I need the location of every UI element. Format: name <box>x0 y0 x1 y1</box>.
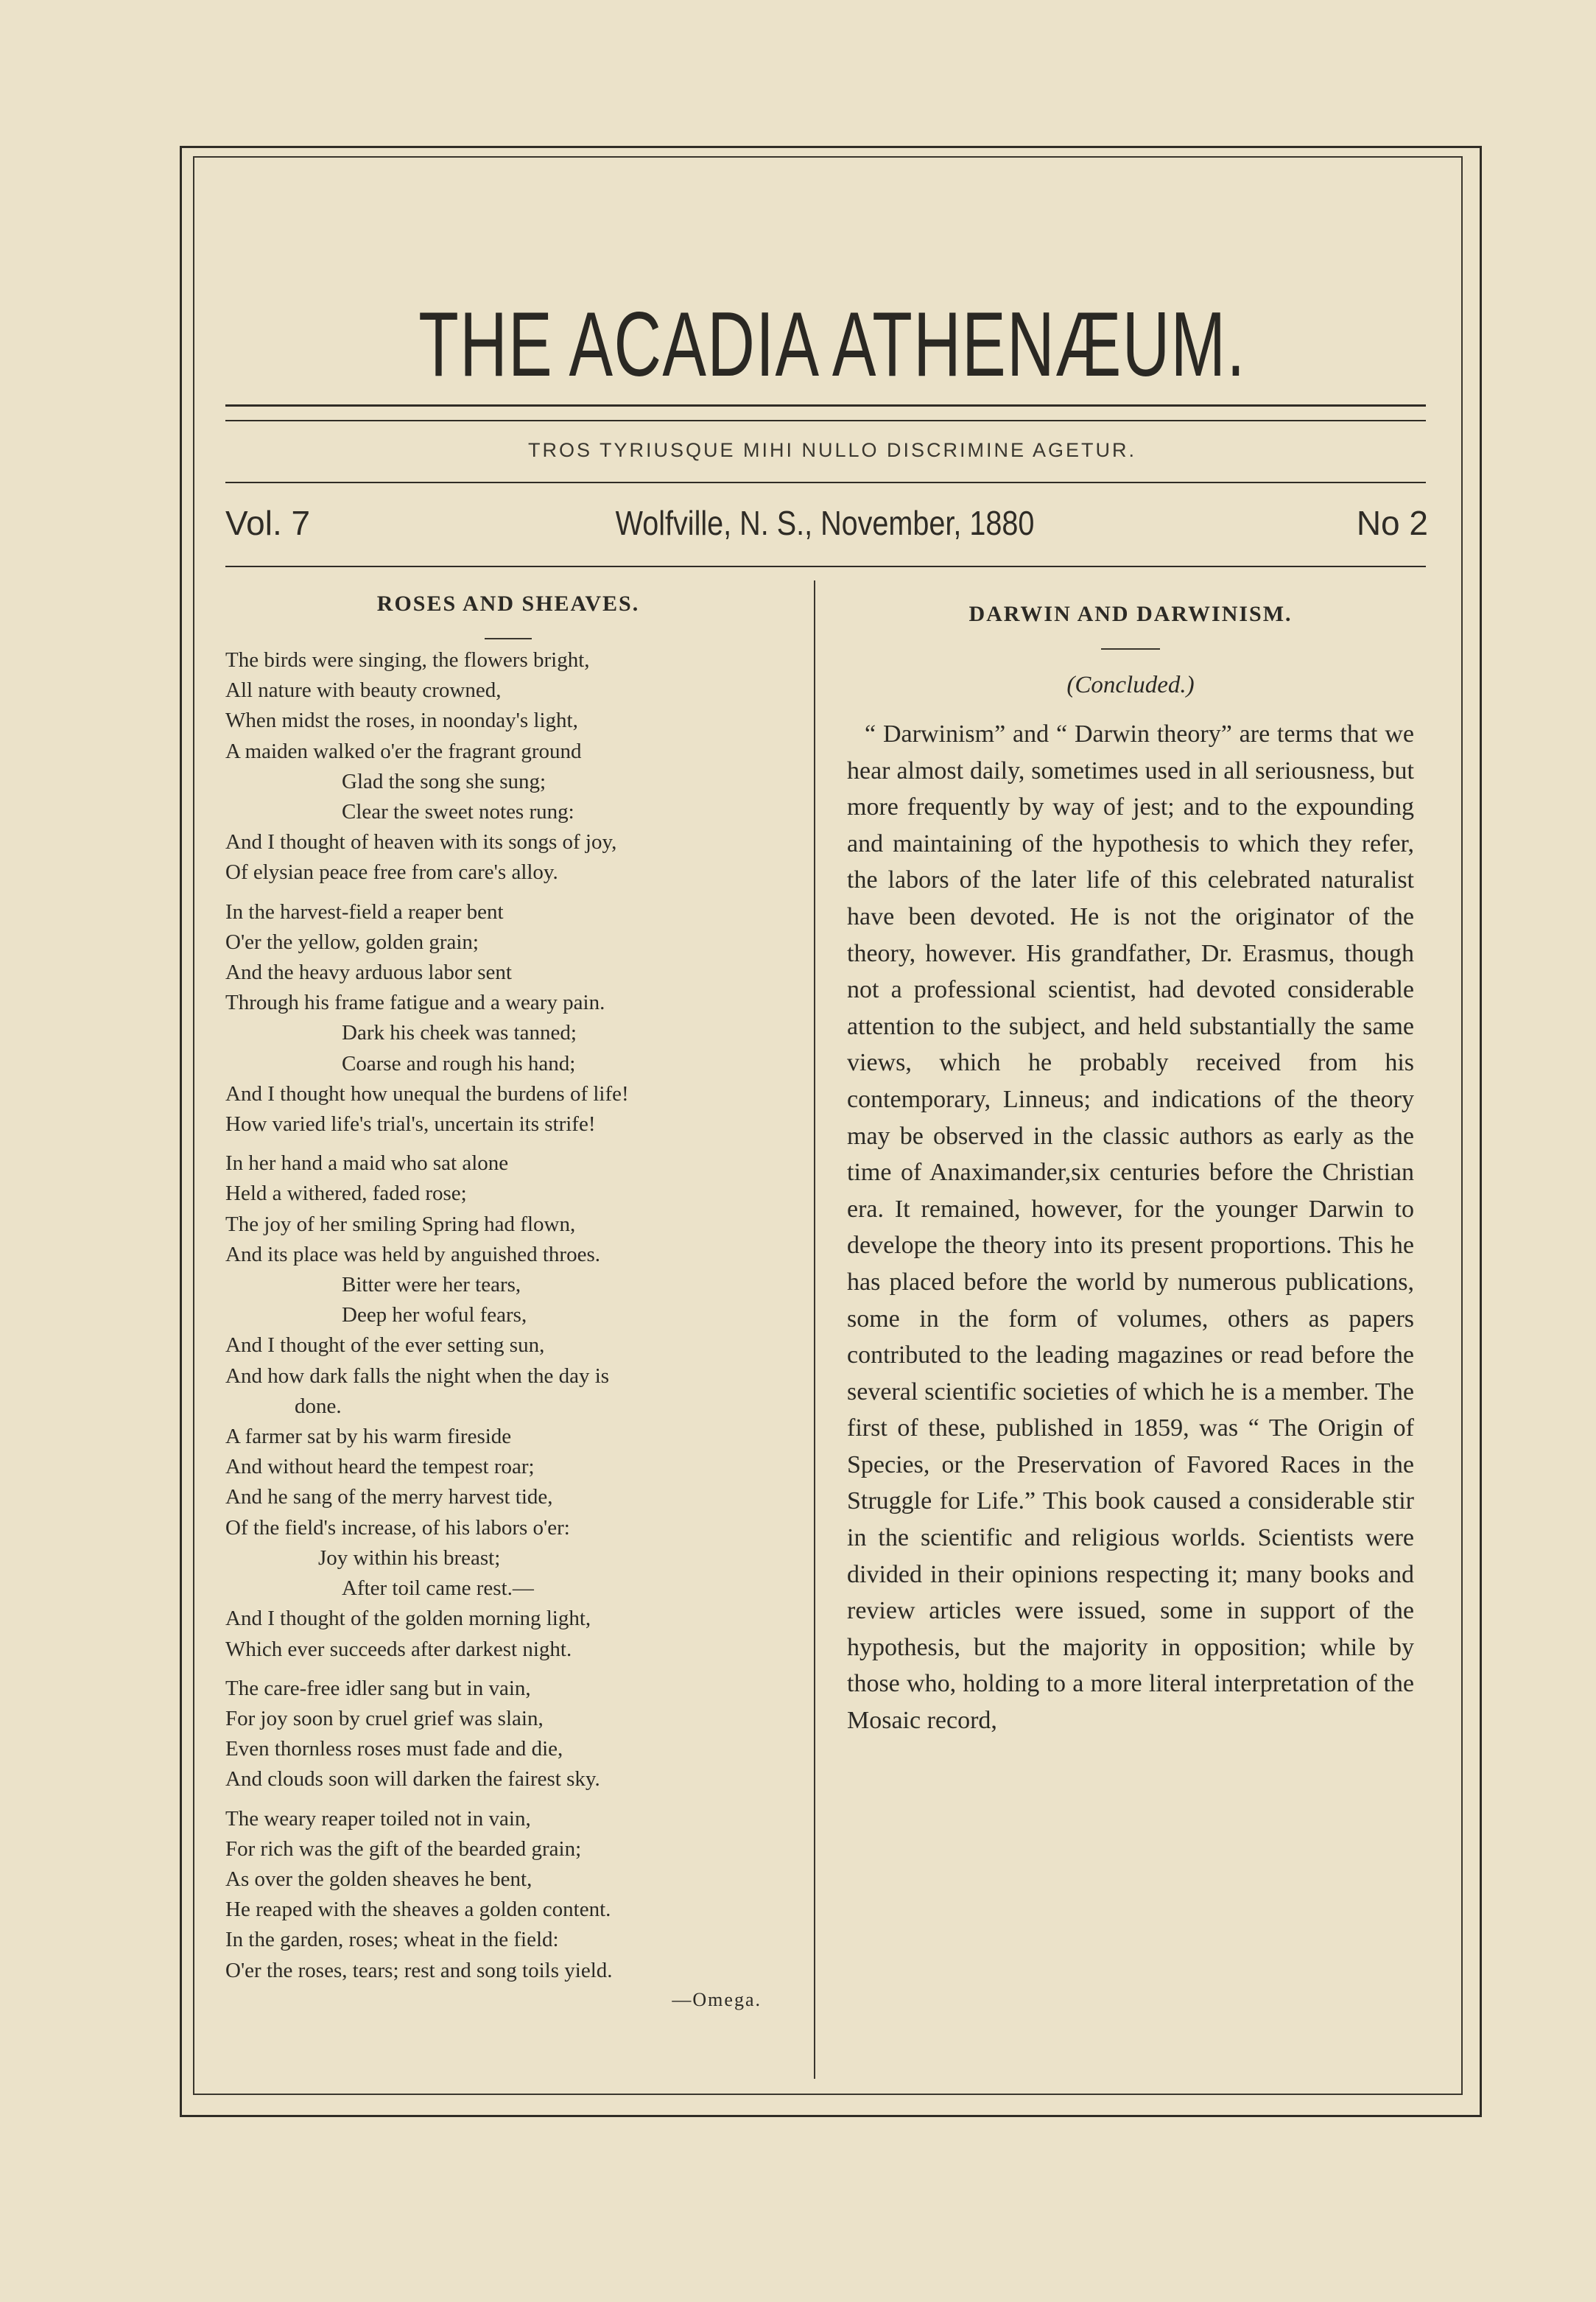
verse-line: And how dark falls the night when the day is <box>225 1364 610 1388</box>
verse-line: For rich was the gift of the bearded grain; <box>225 1836 582 1861</box>
column-divider <box>814 580 815 2079</box>
verse-line: O'er the roses, tears; rest and song toils yield. <box>225 1958 613 1982</box>
verse-line: How varied life's trial's, uncertain its strife! <box>225 1112 596 1137</box>
verse-line: Glad the song she sung; <box>342 769 546 793</box>
verse-line: And he sang of the merry harvest tide, <box>225 1485 553 1509</box>
poem-title-rule <box>485 638 532 639</box>
verse-line: Held a withered, faded rose; <box>225 1182 467 1206</box>
article-title: DARWIN AND DARWINISM. <box>969 602 1293 626</box>
verse-line: And I thought of heaven with its songs of joy, <box>225 830 617 855</box>
poem-stanza-1 <box>225 645 791 888</box>
verse-line: Clear the sweet notes rung: <box>342 800 574 824</box>
verse-line: Of elysian peace free from care's alloy. <box>225 860 558 885</box>
verse-line: He reaped with the sheaves a golden content. <box>225 1898 611 1922</box>
verse-line: O'er the yellow, golden grain; <box>225 930 479 954</box>
verse-line: The weary reaper toiled not in vain, <box>225 1806 531 1831</box>
motto-rule <box>225 482 1426 483</box>
verse-line: And clouds soon will darken the fairest sky. <box>225 1767 600 1792</box>
article-title-rule <box>1101 648 1160 650</box>
poem-stanza-5 <box>225 1804 791 1986</box>
article-subtitle: (Concluded.) <box>1066 672 1195 698</box>
verse-line: And the heavy arduous labor sent <box>225 961 512 985</box>
poem-stanza-4 <box>225 1674 791 1795</box>
verse-line: And without heard the tempest roar; <box>225 1455 535 1479</box>
poem-title: ROSES AND SHEAVES. <box>376 592 640 616</box>
verse-line: After toil came rest.— <box>342 1576 534 1601</box>
verse-line: The care-free idler sang but in vain, <box>225 1676 531 1700</box>
verse-line: Deep her woful fears, <box>342 1303 527 1327</box>
verse-line: Through his frame fatigue and a weary pain. <box>225 991 605 1015</box>
verse-line: And its place was held by anguished throes. <box>225 1242 601 1266</box>
verse-line: All nature with beauty crowned, <box>225 678 502 703</box>
poem-signature: —Omega. <box>672 1988 762 2010</box>
poem-stanza-2 <box>225 897 791 1140</box>
verse-line: When midst the roses, in noonday's light, <box>225 709 578 733</box>
masthead-title: THE ACADIA ATHENÆUM. <box>418 294 1246 396</box>
verse-line: The joy of her smiling Spring had flown, <box>225 1212 576 1236</box>
article-body: “ Darwinism” and “ Darwin theory” are terms that we hear almost daily, sometimes used in all seriousness, but more frequently by way of jest; and to the expounding and maintaining of the hypothesis to which they refer, the labors of the later life of this celebrated naturalist have been devoted. He is not the originator of the theory, however. His grandfather, Dr. Erasmus, though not a professional scientist, had devoted considerable attention to the subject, and held substantially the same views, which he probably received from his contemporary, Linneus; and indications of the theory may be observed in the classic authors as early as the time of Anaximander,six centuries before the Christian era. It remained, however, for the younger Darwin to develope the theory into its present proportions. This he has placed before the world by numerous publications, some in the form of volumes, others as papers contributed to the leading magazines or read before the several scientific societies of which he is a member. The first of these, published in 1859, was “ The Origin of Species, or the Preservation of Favored Races in the Struggle for Life.” This book caused a considerable stir in the scientific and religious worlds. Scientists were divided in their opinions respecting it; many books and review articles were issued, some in support of the hypothesis, but the majority in opposition; while by those who, holding to a more literal interpretation of the Mosaic record, <box>847 720 1414 1735</box>
masthead-rule-upper <box>225 404 1426 407</box>
verse-line: Dark his cheek was tanned; <box>342 1021 577 1045</box>
verse-line: As over the golden sheaves he bent, <box>225 1867 532 1891</box>
verse-line: And I thought how unequal the burdens of life! <box>225 1081 629 1106</box>
issue-volume: Vol. 7 <box>225 504 311 542</box>
verse-line: Coarse and rough his hand; <box>342 1051 576 1075</box>
article-column <box>847 589 1414 1739</box>
issue-number: No 2 <box>1356 504 1428 542</box>
verse-line: And I thought of the golden morning light, <box>225 1607 591 1631</box>
verse-line: Even thornless roses must fade and die, <box>225 1737 563 1761</box>
verse-line: In her hand a maid who sat alone <box>225 1151 509 1176</box>
verse-line: Which ever succeeds after darkest night. <box>225 1637 572 1661</box>
masthead-motto: TROS TYRIUSQUE MIHI NULLO DISCRIMINE AGETUR. <box>527 439 1137 461</box>
verse-line: In the harvest-field a reaper bent <box>225 899 504 924</box>
verse-line: A farmer sat by his warm fireside <box>225 1425 512 1449</box>
poem-stanza-3 <box>225 1148 791 1664</box>
verse-line: done. <box>295 1394 342 1418</box>
verse-line: Bitter were her tears, <box>342 1273 521 1297</box>
verse-line: In the garden, roses; wheat in the field: <box>225 1928 559 1952</box>
verse-line: The birds were singing, the flowers bright, <box>225 648 590 672</box>
poem-column <box>225 589 791 2014</box>
issue-rule <box>225 566 1426 567</box>
verse-line: Of the field's increase, of his labors o'er: <box>225 1515 570 1540</box>
verse-line: And I thought of the ever setting sun, <box>225 1333 545 1358</box>
masthead-rule-lower <box>225 420 1426 421</box>
verse-line: A maiden walked o'er the fragrant ground <box>225 739 582 763</box>
verse-line: Joy within his breast; <box>318 1545 501 1570</box>
issue-place-date: Wolfville, N. S., November, 1880 <box>615 504 1035 542</box>
verse-line: For joy soon by cruel grief was slain, <box>225 1706 544 1730</box>
